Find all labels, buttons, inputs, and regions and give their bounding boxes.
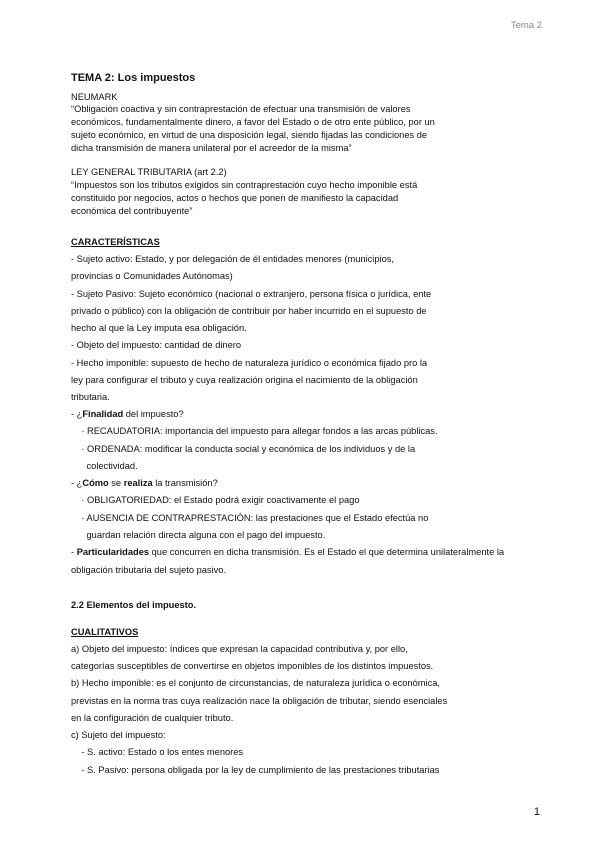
text-line: CARACTERÍSTICAS (71, 237, 160, 247)
text-line: · ORDENADA: modificar la conducta social y económica de los individuos y de la (71, 444, 416, 454)
text-line: - Hecho imponible: supuesto de hecho de naturaleza jurídico o económica fijado pro la (71, 358, 428, 368)
running-header: Tema 2 (510, 20, 542, 31)
text-run: - ¿ (71, 478, 83, 488)
text-line: TEMA 2: Los impuestos (71, 72, 196, 84)
text-line: económicos, fundamentalmente dinero, a favor del Estado o de otro ente público, por un (71, 117, 435, 127)
text-line: - S. Pasivo: persona obligada por la ley de cumplimiento de las prestaciones tributarias (71, 765, 440, 775)
text-line: sujeto económico, en virtud de una disposición legal, siendo fijadas las condiciones de (71, 130, 428, 140)
bold-term: Finalidad (82, 409, 124, 419)
text-line: NEUMARK (71, 92, 118, 102)
text-line: · AUSENCIA DE CONTRAPRESTACIÓN: las prestaciones que el Estado efectúa no (71, 513, 429, 523)
text-line: guardan relación directa alguna con el pago del impuesto. (71, 530, 326, 540)
text-line: tributaria. (71, 392, 110, 402)
text-line (71, 546, 504, 558)
text-line: LEY GENERAL TRIBUTARIA (art 2.2) (71, 167, 227, 177)
text-line: constituido por negocios, actos o hechos que ponen de manifiesto la capacidad (71, 193, 399, 203)
text-line: económica del contribuyente” (71, 206, 193, 216)
text-run: del impuesto? (123, 409, 184, 419)
text-line: - S. activo: Estado o los entes menores (71, 747, 244, 757)
text-line: obligación tributaria del sujeto pasivo. (71, 565, 227, 575)
bold-term: Particularidades (76, 547, 150, 557)
bold-term: realiza (123, 478, 153, 488)
bold-term: Cómo (82, 478, 109, 488)
text-line: b) Hecho imponible: es el conjunto de circunstancias, de naturaleza jurídica o económica, (71, 678, 440, 688)
text-line: a) Objeto del impuesto: índices que expresan la capacidad contributiva y, por ello, (71, 644, 408, 654)
text-line: categorías susceptibles de convertirse en objetos imponibles de los distintos impuestos. (71, 661, 434, 671)
text-line: c) Sujeto del impuesto: (71, 730, 166, 740)
text-run: - (71, 547, 77, 557)
text-run: que concurren en dicha transmisión. Es el Estado el que determina unilateralmente la (149, 547, 505, 557)
text-run: se (108, 478, 124, 488)
text-line: · RECAUDATORIA: importancia del impuesto para allegar fondos a las arcas públicas. (71, 426, 438, 436)
text-line: · OBLIGATORIEDAD: el Estado podrá exigir coactivamente el pago (71, 495, 360, 505)
text-line: “Obligación coactiva y sin contraprestación de efectuar una transmisión de valores (71, 104, 411, 114)
text-line: ley para configurar el tributo y cuya realización origina el nacimiento de la obligación (71, 375, 418, 385)
text-line: - Sujeto Pasivo: Sujeto económico (nacional o extranjero, persona física o jurídica, ente (71, 289, 432, 299)
text-line: 2.2 Elementos del impuesto. (71, 600, 197, 610)
page-number: 1 (533, 806, 540, 818)
text-line: CUALITATIVOS (71, 627, 139, 637)
text-line: privado o público) con la obligación de contribuir por haber incurrido en el supuesto de (71, 306, 427, 316)
text-run: la transmisión? (152, 478, 218, 488)
text-line: - Sujeto activo: Estado, y por delegación de él entidades menores (municipios, (71, 254, 394, 264)
text-line: “Impuestos son los tributos exigidos sin contraprestación cuyo hecho imponible está (71, 180, 418, 190)
text-line: provincias o Comunidades Autónomas) (71, 271, 233, 281)
text-line (71, 408, 184, 420)
text-line: - Objeto del impuesto: cantidad de dinero (71, 340, 242, 350)
text-line: previstas en la norma tras cuya realización nace la obligación de tributar, siendo esenciales (71, 696, 448, 706)
text-line: en la configuración de cualquier tributo. (71, 713, 234, 723)
text-line: colectividad. (71, 461, 138, 471)
text-line (71, 477, 218, 489)
text-run: - ¿ (71, 409, 83, 419)
text-line: hecho al que la Ley imputa esa obligación. (71, 323, 247, 333)
text-line: dicha transmisión de manera unilateral por el acreedor de la misma” (71, 143, 352, 153)
